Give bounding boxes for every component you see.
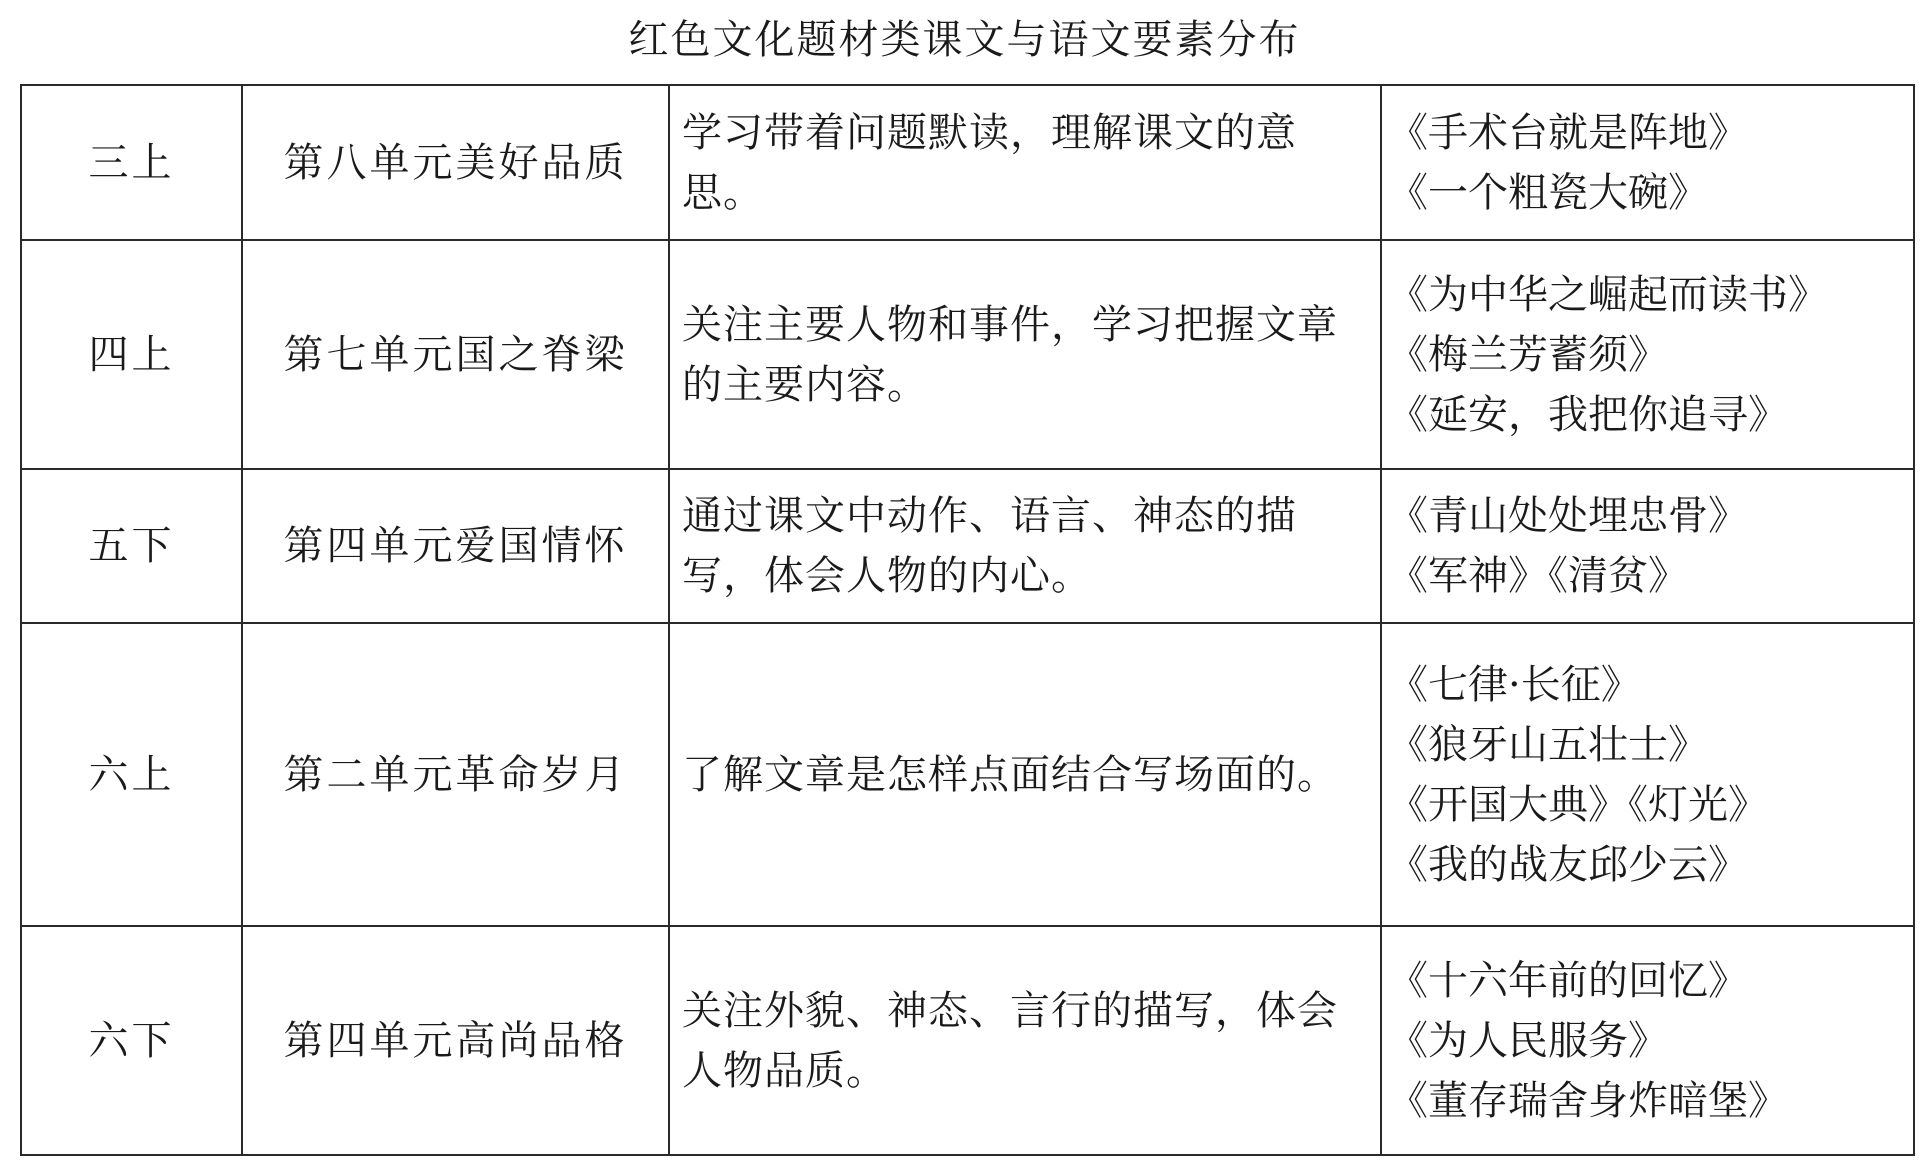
language-element-cell: 学习带着问题默读，理解课文的意思。	[669, 85, 1381, 240]
language-element-cell: 关注外貌、神态、言行的描写，体会人物品质。	[669, 926, 1381, 1155]
text-title: 《我的战友邱少云》	[1388, 841, 1748, 888]
text-title: 《一个粗瓷大碗》	[1388, 169, 1708, 216]
language-element-cell: 了解文章是怎样点面结合写场面的。	[669, 623, 1381, 926]
text-title: 《手术台就是阵地》	[1388, 109, 1748, 156]
unit-cell: 第二单元革命岁月	[242, 623, 669, 926]
text-title: 《十六年前的回忆》	[1388, 957, 1748, 1004]
texts-cell	[1381, 85, 1914, 240]
text-title: 《狼牙山五壮士》	[1388, 721, 1708, 768]
texts-cell	[1381, 926, 1914, 1155]
texts-cell	[1381, 240, 1914, 469]
unit-cell: 第四单元爱国情怀	[242, 469, 669, 623]
texts-cell	[1381, 623, 1914, 926]
grade-cell: 五下	[21, 469, 242, 623]
text-title: 《为人民服务》	[1388, 1017, 1668, 1064]
texts-cell	[1381, 469, 1914, 623]
grade-cell: 三上	[21, 85, 242, 240]
text-title: 《为中华之崛起而读书》	[1388, 271, 1828, 318]
table-row	[21, 240, 1914, 469]
language-element-cell: 关注主要人物和事件，学习把握文章的主要内容。	[669, 240, 1381, 469]
language-element-cell: 通过课文中动作、语言、神态的描写，体会人物的内心。	[669, 469, 1381, 623]
grade-cell: 六下	[21, 926, 242, 1155]
grade-cell: 六上	[21, 623, 242, 926]
table-row	[21, 926, 1914, 1155]
table-row	[21, 85, 1914, 240]
unit-cell: 第八单元美好品质	[242, 85, 669, 240]
table-row	[21, 623, 1914, 926]
grade-cell: 四上	[21, 240, 242, 469]
table-row	[21, 469, 1914, 623]
text-title: 《延安，我把你追寻》	[1388, 391, 1788, 438]
text-title: 《董存瑞舍身炸暗堡》	[1388, 1077, 1788, 1124]
unit-cell: 第四单元高尚品格	[242, 926, 669, 1155]
page-title: 红色文化题材类课文与语文要素分布	[628, 17, 1301, 63]
text-title: 《梅兰芳蓄须》	[1388, 331, 1668, 378]
unit-cell: 第七单元国之脊梁	[242, 240, 669, 469]
distribution-table	[20, 84, 1915, 1156]
text-title: 《军神》《清贫》	[1388, 553, 1688, 599]
text-title: 《青山处处埋忠骨》	[1388, 493, 1748, 539]
text-title: 《七律·长征》	[1388, 661, 1641, 708]
text-title: 《开国大典》《灯光》	[1388, 781, 1768, 828]
